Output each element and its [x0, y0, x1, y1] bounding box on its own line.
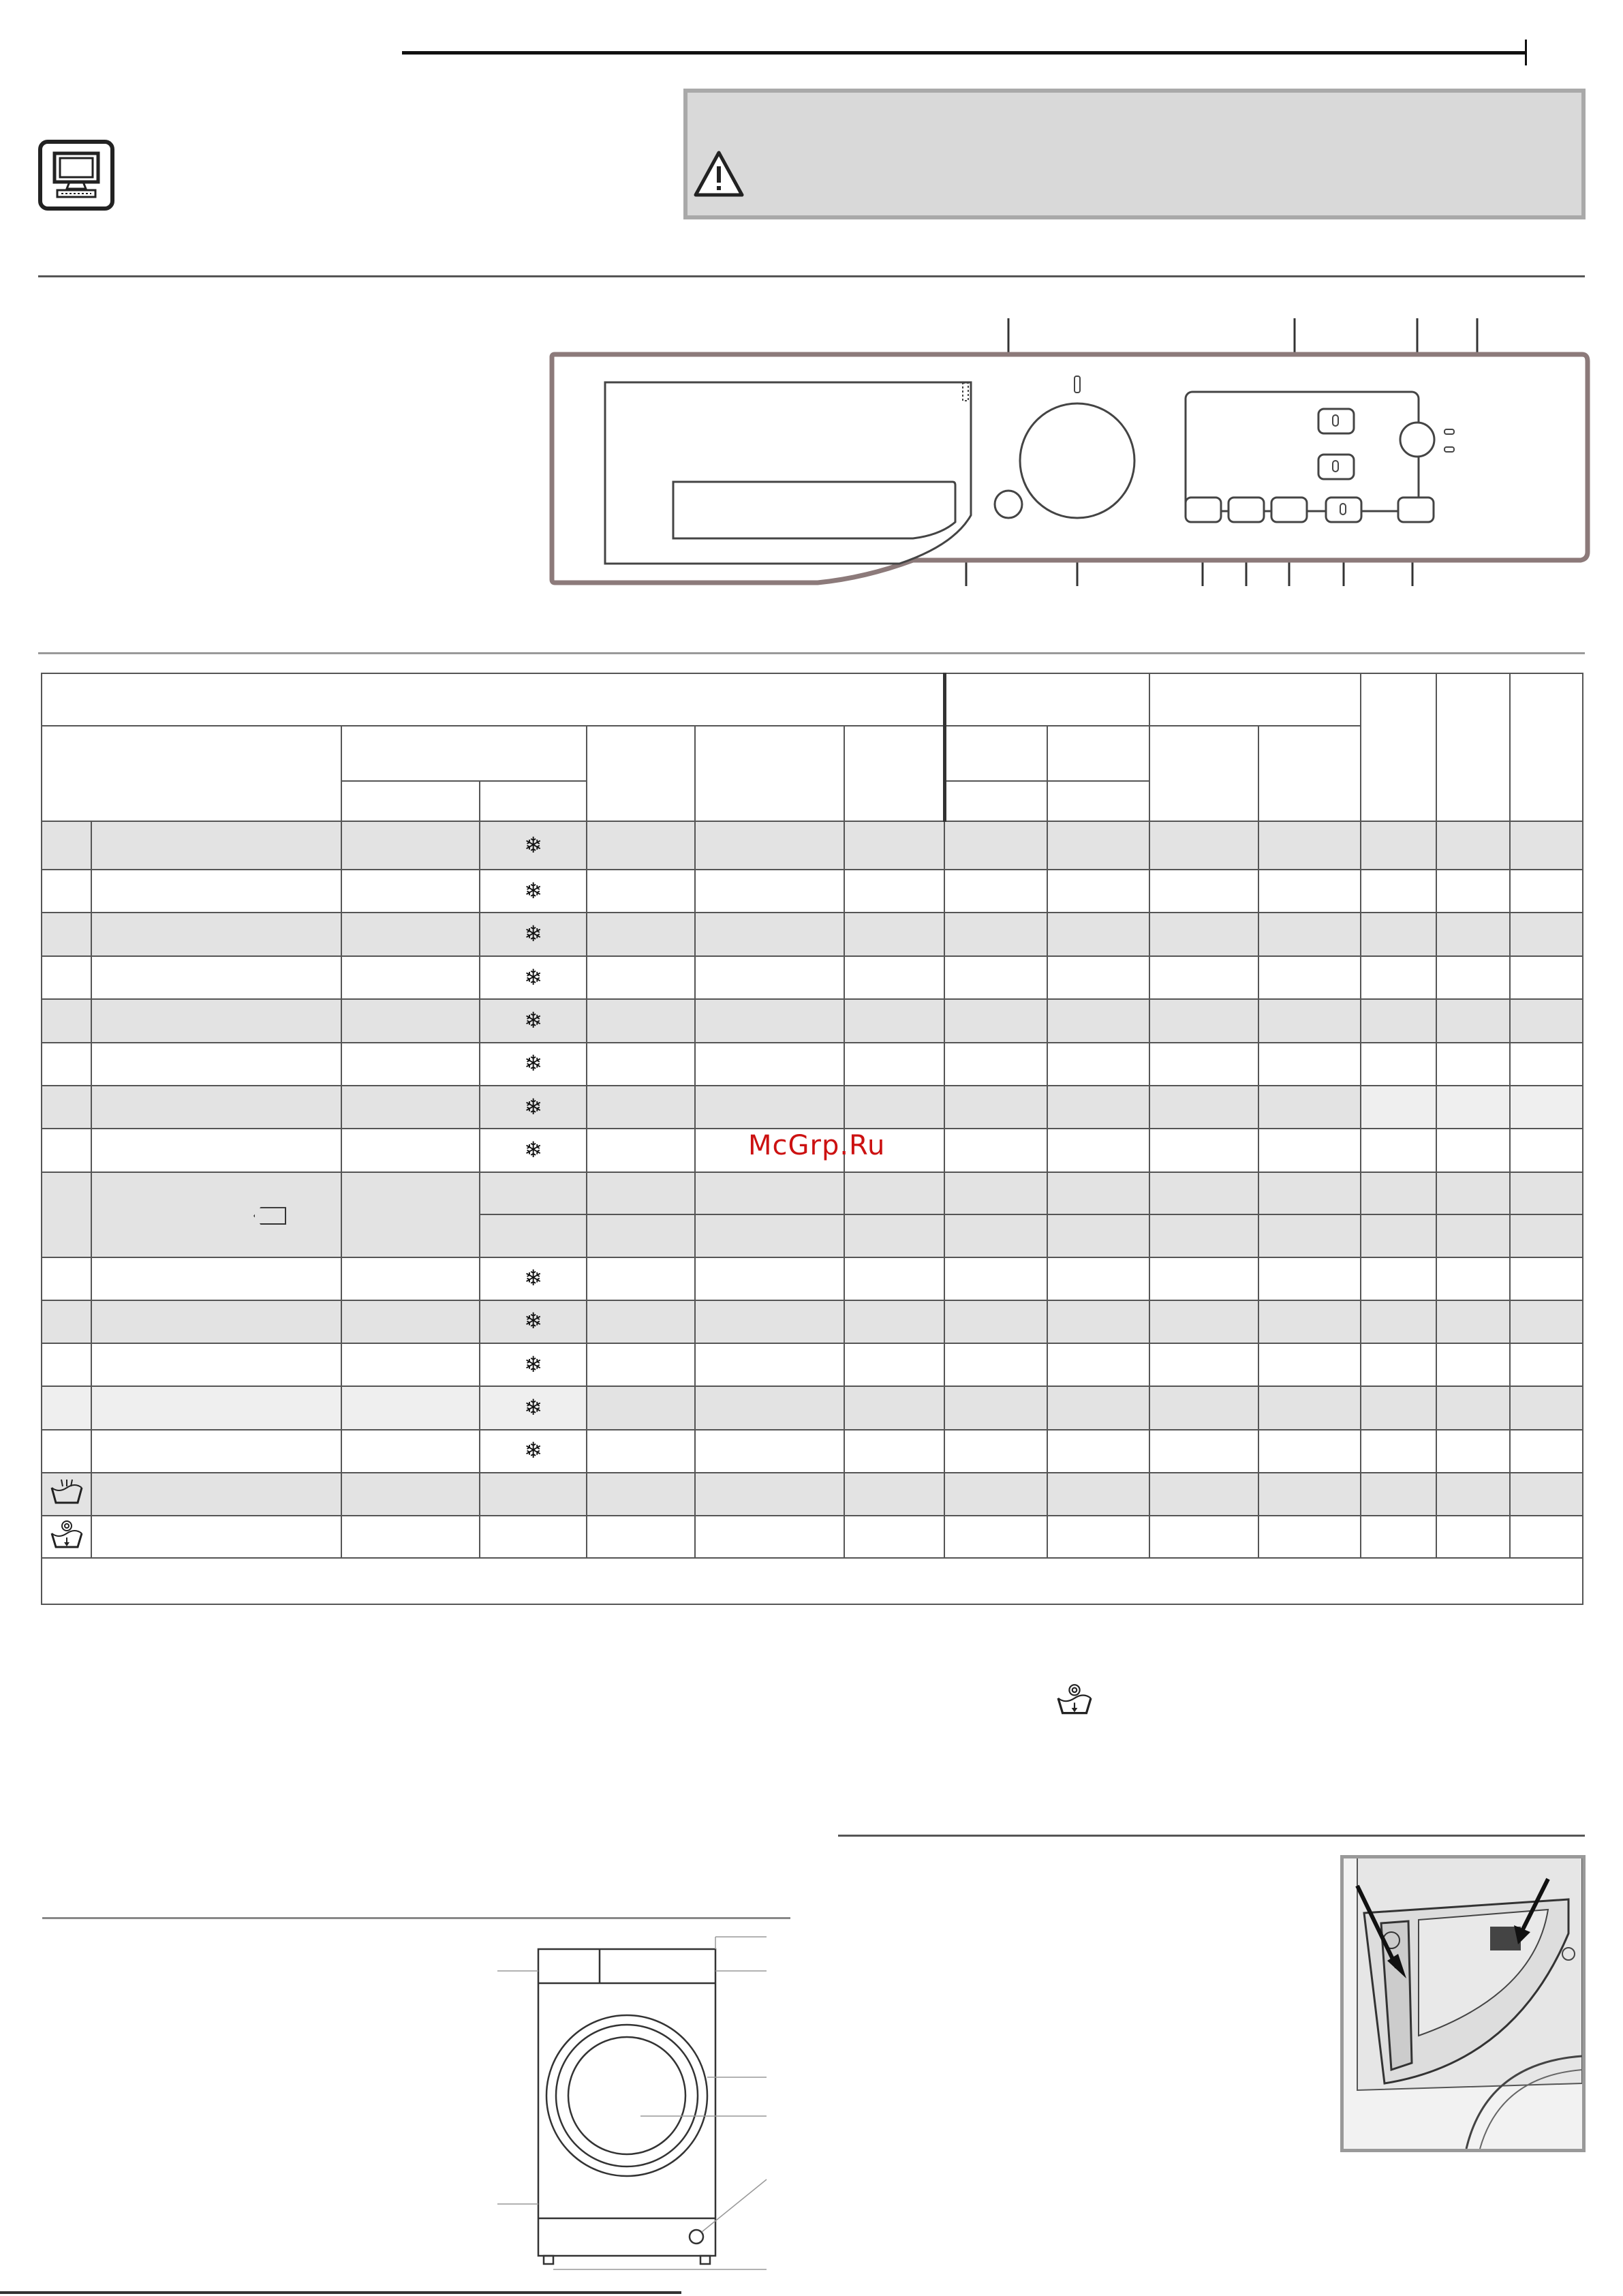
table-row	[42, 956, 1583, 999]
snowflake-icon: ❄	[524, 1265, 542, 1291]
prewash-icon	[49, 1478, 84, 1505]
tag-icon	[253, 1207, 286, 1225]
table-row	[42, 1430, 1583, 1473]
snowflake-icon: ❄	[524, 1137, 542, 1163]
table-row	[42, 1086, 1583, 1129]
snowflake-icon: ❄	[524, 1437, 542, 1464]
control-panel-diagram	[531, 313, 1594, 600]
washing-machine-diagram	[497, 1929, 770, 2283]
table-row	[42, 1386, 1583, 1429]
table-row	[42, 870, 1583, 912]
snowflake-icon: ❄	[524, 920, 542, 947]
table-row	[42, 1473, 1583, 1516]
table-footer-row	[42, 1558, 1583, 1604]
table-row	[42, 1043, 1583, 1086]
section-rule-right	[838, 1835, 1585, 1837]
spin-drain-icon	[1055, 1683, 1094, 1716]
snowflake-icon: ❄	[524, 1351, 542, 1377]
snowflake-icon: ❄	[524, 877, 542, 904]
snowflake-icon: ❄	[524, 1050, 542, 1077]
table-row	[42, 821, 1583, 870]
table-row	[42, 1343, 1583, 1386]
section-rule-2	[38, 652, 1585, 654]
snowflake-icon: ❄	[524, 964, 542, 990]
table-row	[42, 913, 1583, 956]
header-rule-tick	[1525, 40, 1527, 65]
snowflake-icon: ❄	[524, 831, 542, 858]
table-row	[42, 1172, 1583, 1214]
table-header-row-2	[42, 726, 1583, 780]
footer-rule	[0, 2291, 681, 2294]
snowflake-icon: ❄	[524, 1093, 542, 1120]
watermark: McGrp.Ru	[748, 1130, 886, 1161]
table-row	[42, 999, 1583, 1042]
table-row	[42, 1516, 1583, 1558]
detergent-drawer-photo	[1340, 1855, 1586, 2152]
table-row	[42, 1257, 1583, 1300]
table-row	[42, 1300, 1583, 1343]
warning-triangle-icon	[693, 150, 745, 198]
spin-drain-icon	[49, 1520, 84, 1550]
table-header-row-1	[42, 673, 1583, 726]
monitor-icon	[38, 140, 114, 211]
snowflake-icon: ❄	[524, 1394, 542, 1420]
snowflake-icon: ❄	[524, 1007, 542, 1034]
section-rule-left	[42, 1917, 790, 1919]
header-rule	[402, 51, 1526, 55]
warning-box	[683, 89, 1586, 219]
snowflake-icon: ❄	[524, 1308, 542, 1334]
section-rule-1	[38, 275, 1585, 277]
